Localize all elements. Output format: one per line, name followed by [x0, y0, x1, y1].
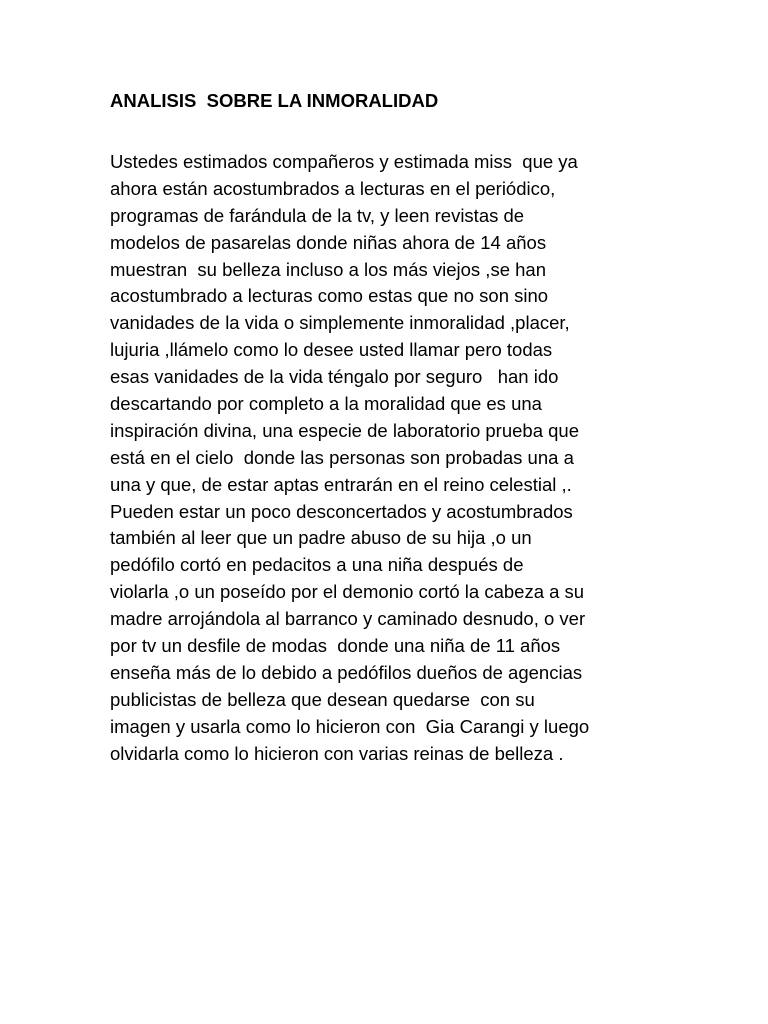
body-line: descartando por completo a la moralidad que es una — [110, 393, 542, 415]
body-line: una y que, de estar aptas entrarán en el reino celestial ,. — [110, 473, 572, 495]
body-line: olvidarla como lo hicieron con varias reinas de belleza . — [110, 742, 564, 764]
body-line: vanidades de la vida o simplemente inmoralidad ,placer, — [110, 312, 570, 334]
body-line: esas vanidades de la vida téngalo por seguro han ido — [110, 366, 559, 388]
document-title: ANALISIS SOBRE LA INMORALIDAD — [110, 90, 439, 111]
body-line: imagen y usarla como lo hicieron con Gia Carangi y luego — [110, 715, 590, 737]
body-line: por tv un desfile de modas donde una niña de 11 años — [110, 635, 561, 657]
body-line: programas de farándula de la tv, y leen revistas de — [110, 204, 525, 226]
body-line: Ustedes estimados compañeros y estimada miss que ya — [110, 151, 578, 172]
body-line: enseña más de lo debido a pedófilos dueños de agencias — [110, 661, 583, 683]
body-line: está en el cielo donde las personas son probadas una a — [110, 446, 574, 468]
document-body — [110, 149, 730, 767]
body-line: inspiración divina, una especie de laboratorio prueba que — [110, 419, 579, 441]
body-line: Pueden estar un poco desconcertados y acostumbrados — [110, 500, 573, 522]
body-line: ahora están acostumbrados a lecturas en el periódico, — [110, 177, 556, 199]
body-line: publicistas de belleza que desean quedarse con su — [110, 688, 535, 710]
body-line: pedófilo cortó en pedacitos a una niña después de — [110, 554, 524, 576]
body-line: madre arrojándola al barranco y caminado desnudo, o ver — [110, 608, 586, 630]
body-line: también al leer que un padre abuso de su hija ,o un — [110, 527, 532, 549]
body-line: modelos de pasarelas donde niñas ahora de 14 años — [110, 231, 547, 253]
body-line: lujuria ,llámelo como lo desee usted llamar pero todas — [110, 339, 553, 361]
body-line: muestran su belleza incluso a los más viejos ,se han — [110, 258, 546, 280]
body-line: acostumbrado a lecturas como estas que no son sino — [110, 285, 549, 307]
body-line: violarla ,o un poseído por el demonio cortó la cabeza a su — [110, 581, 585, 603]
